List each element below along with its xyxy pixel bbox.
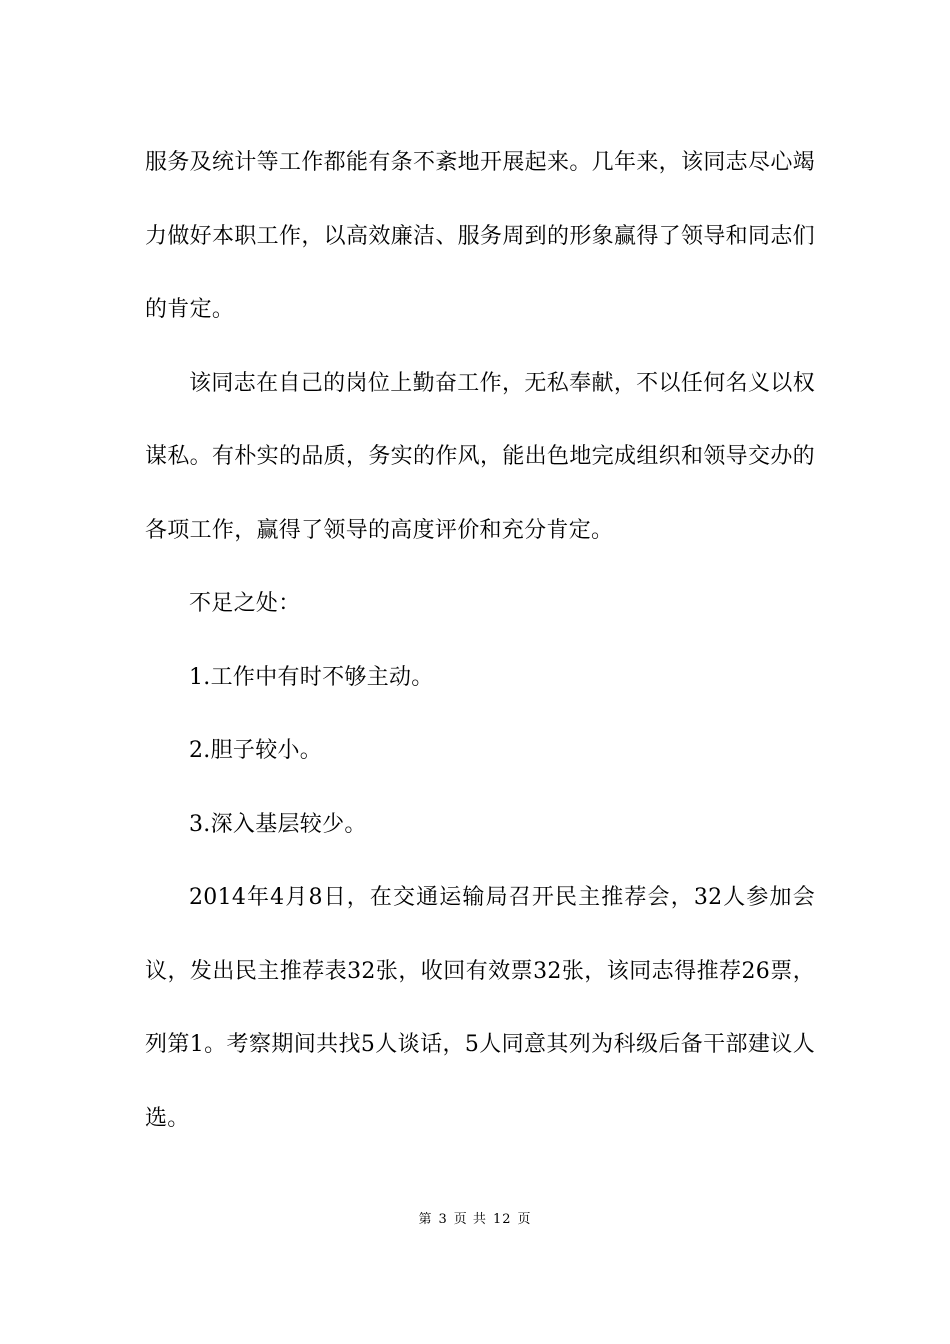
footer-prefix: 第 bbox=[418, 1212, 433, 1227]
paragraph-performance: 该同志在自己的岗位上勤奋工作，无私奉献，不以任何名义以权谋私。有朴实的品质，务实的作风，能出色地完成组织和领导交办的各项工作，赢得了领导的高度评价和充分肯定。 bbox=[145, 370, 815, 543]
footer-current-page: 3 bbox=[438, 1212, 448, 1227]
paragraph-continuation: 服务及统计等工作都能有条不紊地开展起来。几年来，该同志尽心竭力做好本职工作，以高效廉洁、服务周到的形象赢得了领导和同志们的肯定。 bbox=[145, 150, 815, 322]
body-text bbox=[145, 126, 815, 1155]
paragraph-shortcomings-heading: 不足之处： bbox=[189, 591, 301, 616]
list-item-shortcoming-2: 2.胆子较小。 bbox=[189, 738, 323, 763]
footer-total-pages: 12 bbox=[492, 1212, 512, 1227]
list-item-shortcoming-3: 3.深入基层较少。 bbox=[189, 811, 367, 837]
page-footer bbox=[0, 1208, 950, 1227]
paragraph-recommendation: 2014年4月8日，在交通运输局召开民主推荐会，32人参加会议，发出民主推荐表32张，收回有效票32张，该同志得推荐26票，列第1。考察期间共找5人谈话，5人同意其列为科级后备干部建议人选。 bbox=[145, 885, 815, 1131]
footer-middle: 页 共 bbox=[453, 1212, 487, 1227]
list-item-shortcoming-1: 1.工作中有时不够主动。 bbox=[189, 664, 434, 690]
footer-suffix: 页 bbox=[517, 1212, 532, 1227]
